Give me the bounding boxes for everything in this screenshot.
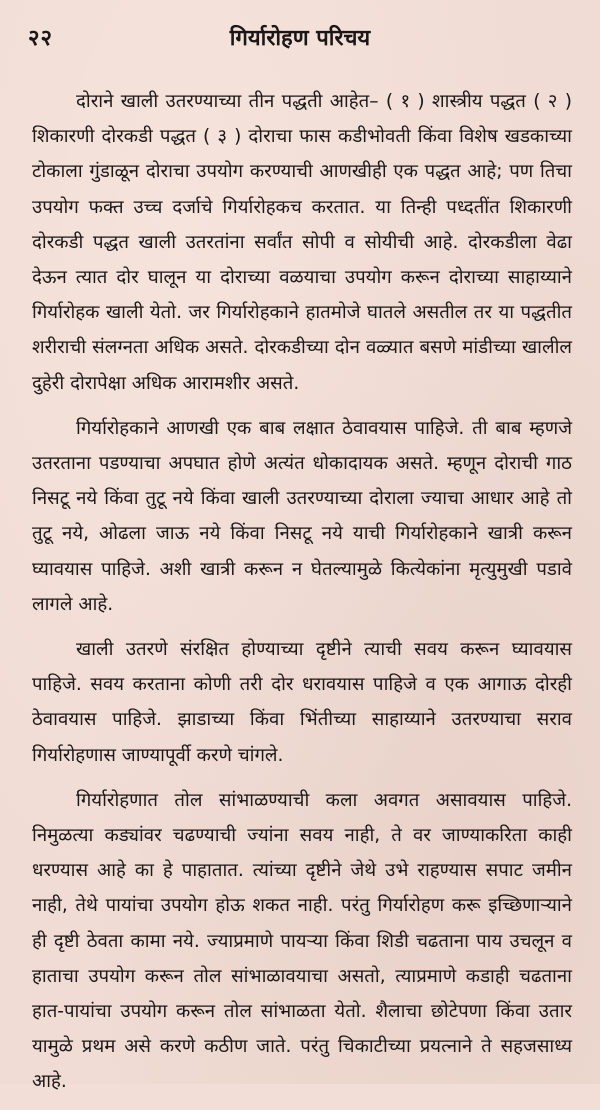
paragraph: दोराने खाली उतरण्याच्या तीन पद्धती आहेत– ( १ ) शास्त्रीय पद्धत ( २ ) शिकारणी दोरकडी पद्धत ( ३ ) दोराचा फास कडीभोवती किंवा विशेष खडकाच्या टोकाला गुंडाळून दोराचा उपयोग करण्याची आणखीही एक पद्धत आहे; पण तिचा उपयोग फक्त उच्च दर्जाचे गिर्यारोहकच करतात. या तिन्ही पध्दतींत शिकारणी दोरकडी पद्धत खाली उतरतांना सर्वांत सोपी व सोयीची आहे. दोरकडीला वेढा देऊन त्यात दोर घालून या दोराच्या वळयाचा उपयोग करून दोराच्या साहाय्याने गिर्यारोहक खाली येतो. जर गिर्यारोहकाने हातमोजे घातले असतील तर या पद्धतीत शरीराची संलग्नता अधिक असते. दोरकडीच्या दोन वळ्यात बसणे मांडीच्या खालील दुहेरी दोरापेक्षा अधिक आरामशीर असते.	[32, 91, 572, 394]
page-number: २२	[28, 26, 53, 51]
running-title: गिर्यारोहण परिचय	[229, 26, 371, 51]
paragraph: गिर्यारोहकाने आणखी एक बाब लक्षात ठेवावयास पाहिजे. ती बाब म्हणजे उतरताना पडण्याचा अपघात होणे अत्यंत धोकादायक असते. म्हणून दोराची गाठ निसटू नये किंवा तुटू नये किंवा खाली उतरण्याच्या दोराला ज्याचा आधार आहे तो तुटू नये, ओढला जाऊ नये किंवा निसटू नये याची गिर्यारोहकाने खात्री करून घ्यावयास पाहिजे. अशी खात्री करून न घेतल्यामुळे कित्येकांना मृत्युमुखी पडावे लागले आहे.	[32, 417, 572, 615]
paragraph: गिर्यारोहणात तोल सांभाळण्याची कला अवगत असावयास पाहिजे. निमुळत्या कड्यांवर चढण्याची ज्यांना सवय नाही, ते वर जाण्याकरिता काही धरण्यास आहे का हे पाहातात. त्यांच्या दृष्टीने जेथे उभे राहण्यास सपाट जमीन नाही, तेथे पायांचा उपयोग होऊ शकत नाही. परंतु गिर्यारोहण करू इच्छिणाऱ्याने ही दृष्टी ठेवता कामा नये. ज्याप्रमाणे पायऱ्या किंवा शिडी चढताना पाय उचलून व हाताचा उपयोग करून तोल सांभाळावयाचा असतो, त्याप्रमाणे कडाही चढताना हात-पायांचा उपयोग करून तोल सांभाळता येतो. शैलाचा छोटेपणा किंवा उतार यामुळे प्रथम असे करणे कठीण जाते. परंतु चिकाटीच्या प्रयत्नाने ते सहजसाध्य आहे.	[32, 789, 572, 1093]
paragraph: खाली उतरणे संरक्षित होण्याच्या दृष्टीने त्याची सवय करून घ्यावयास पाहिजे. सवय करताना कोणी तरी दोर धरावयास पाहिजे व एक आगाऊ दोरही ठेवावयास पाहिजे. झाडाच्या किंवा भिंतीच्या साहाय्याने उतरण्याचा सराव गिर्यारोहणास जाण्यापूर्वी करणे चांगले.	[32, 639, 572, 766]
body-text	[32, 84, 572, 1110]
page-header	[28, 22, 572, 54]
